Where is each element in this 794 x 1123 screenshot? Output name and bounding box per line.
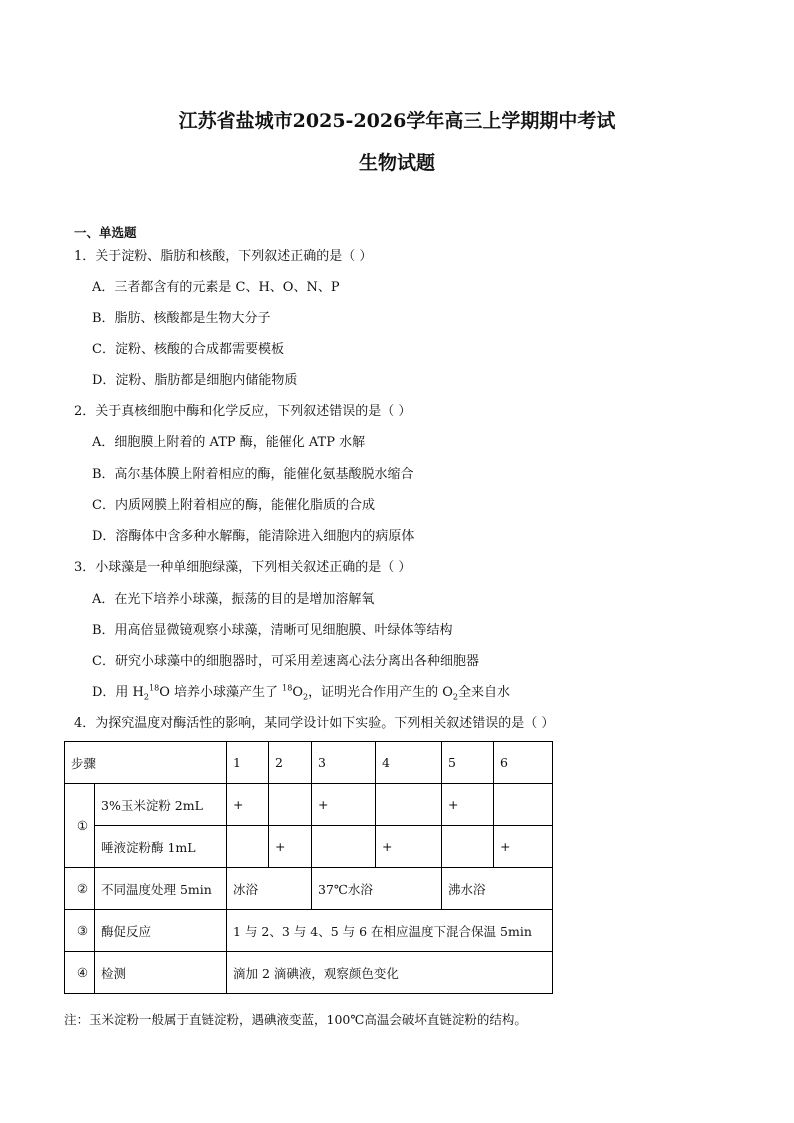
table-cell [227,826,269,868]
table-cell [494,784,553,826]
table-cell: 沸水浴 [442,868,553,910]
table-cell: 5 [442,742,494,784]
table-cell: + [269,826,312,868]
table-cell [442,826,494,868]
table-cell: 37℃水浴 [312,868,442,910]
table-cell: + [442,784,494,826]
question-3-option-c: C．研究小球藻中的细胞器时，可采用差速离心法分离出各种细胞器 [92,654,479,669]
question-3-option-d: D．用 $H_2^{18}O$ 培养小球藻产生了 $^{18}O_2$，证明光合作用产生的 $O_2$全来自水 [92,683,510,702]
question-3-option-b: B．用高倍显微镜观察小球藻，清晰可见细胞膜、叶绿体等结构 [92,623,453,638]
table-cell: 2 [269,742,312,784]
question-1-option-c: C．淀粉、核酸的合成都需要模板 [92,342,284,357]
page-title: 江苏省盐城市2025-2026学年高三上学期期中考试 [178,110,616,132]
question-2-option-b: B．高尔基体膜上附着相应的酶，能催化氨基酸脱水缩合 [92,467,414,482]
section-heading: 一、单选题 [74,225,137,240]
question-2-stem: 2．关于真核细胞中酶和化学反应，下列叙述错误的是（ ） [74,404,412,419]
table-row [65,742,553,784]
table-cell: 酶促反应 [95,910,227,952]
table-cell: + [312,784,376,826]
table-cell: 3 [312,742,376,784]
question-2-option-a: A．细胞膜上附着的 ATP 酶，能催化 ATP 水解 [92,435,366,450]
table-row [65,784,553,826]
table-cell: 1 与 2、3 与 4、5 与 6 在相应温度下混合保温 5min [227,910,553,952]
question-4-stem: 4．为探究温度对酶活性的影响，某同学设计如下实验。下列相关叙述错误的是（ ） [74,716,555,731]
table-cell: 步骤 [65,742,227,784]
table-cell: + [376,826,442,868]
table-row [65,952,553,994]
table-cell: 滴加 2 滴碘液，观察颜色变化 [227,952,553,994]
question-1-option-d: D．淀粉、脂肪都是细胞内储能物质 [92,373,298,388]
table-cell: ③ [65,910,95,952]
table-cell: 唾液淀粉酶 1mL [95,826,227,868]
table-cell: ④ [65,952,95,994]
table-cell: ① [65,784,95,868]
experiment-table [64,741,553,994]
question-2-option-d: D．溶酶体中含多种水解酶，能清除进入细胞内的病原体 [92,529,415,544]
table-row [65,868,553,910]
table-cell [376,784,442,826]
table-cell: 不同温度处理 5min [95,868,227,910]
table-row [65,910,553,952]
question-3-stem: 3．小球藻是一种单细胞绿藻，下列相关叙述正确的是（ ） [74,560,412,575]
table-cell: 冰浴 [227,868,312,910]
table-row [65,826,553,868]
question-1-option-b: B．脂肪、核酸都是生物大分子 [92,311,271,326]
table-cell: 6 [494,742,553,784]
question-2-option-c: C．内质网膜上附着相应的酶，能催化脂质的合成 [92,498,375,513]
table-cell: + [227,784,269,826]
question-3-option-a: A．在光下培养小球藻，振荡的目的是增加溶解氧 [92,592,375,607]
question-1-option-a: A．三者都含有的元素是 C、H、O、N、P [92,280,340,295]
question-1-stem: 1．关于淀粉、脂肪和核酸，下列叙述正确的是（ ） [74,249,373,264]
table-cell [269,784,312,826]
table-cell [312,826,376,868]
table-cell: + [494,826,553,868]
table-cell: 检测 [95,952,227,994]
page-subtitle: 生物试题 [358,152,435,174]
table-cell: 1 [227,742,269,784]
table-note: 注：玉米淀粉一般属于直链淀粉，遇碘液变蓝，100℃高温会破坏直链淀粉的结构。 [64,1012,527,1027]
table-cell: ② [65,868,95,910]
table-cell: 3%玉米淀粉 2mL [95,784,227,826]
table-cell: 4 [376,742,442,784]
